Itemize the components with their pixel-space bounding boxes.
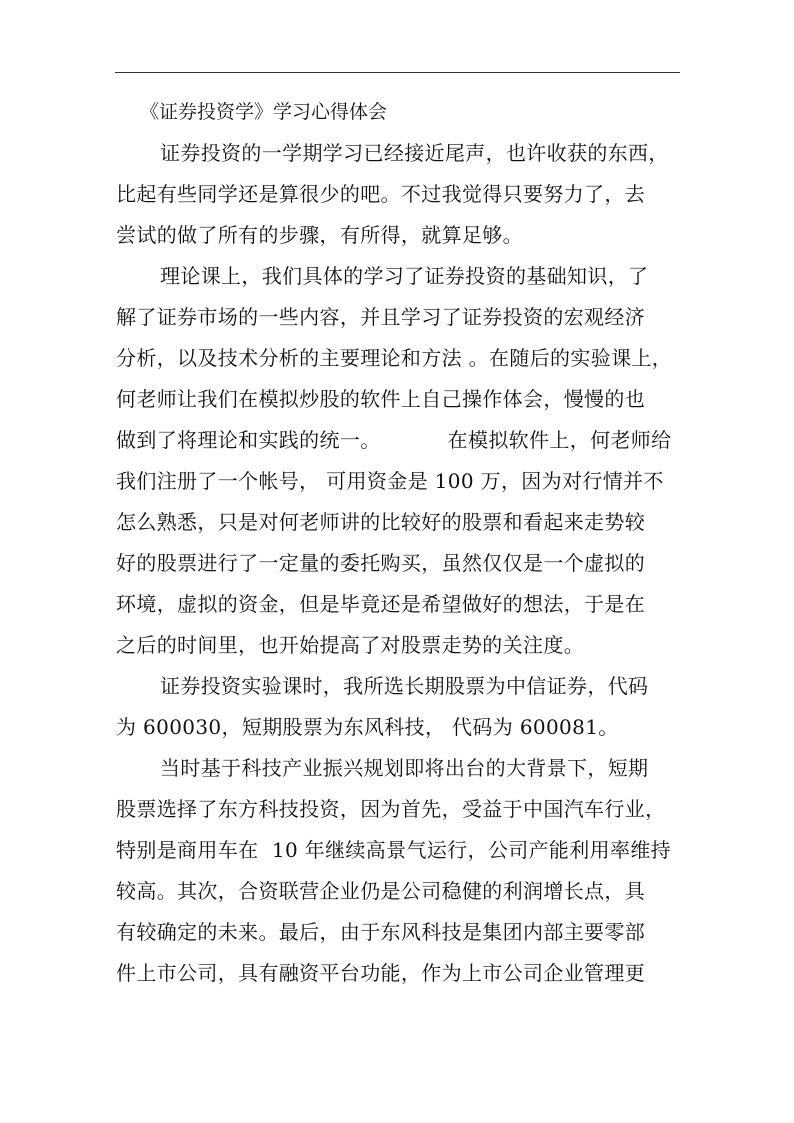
text-line: 有较确定的未来。最后，由于东风科技是集团内部主要零部: [116, 920, 646, 944]
text-line: 尝试的做了所有的步骤，有所得，就算足够。: [116, 223, 523, 247]
text-line: 分析，以及技术分析的主要理论和方法 。在随后的实验课上，: [116, 346, 673, 370]
text-line: 环境，虚拟的资金，但是毕竟还是希望做好的想法，于是在: [116, 592, 646, 616]
text-line: 何老师让我们在模拟炒股的软件上自己操作体会，慢慢的也: [116, 387, 646, 411]
text-line: 较高。其次，合资联营企业仍是公司稳健的利润增长点，具: [116, 879, 646, 903]
document-title: 《证券投资学》学习心得体会: [140, 101, 388, 123]
text-line: 证券投资实验课时，我所选长期股票为中信证券，代码: [160, 674, 649, 698]
text-line: 我们注册了一个帐号， 可用资金是 100 万，因为对行情并不: [116, 469, 664, 493]
text-line: 特别是商用车在 10 年继续高景气运行，公司产能利用率维持: [116, 838, 672, 862]
text-line: 之后的时间里，也开始提高了对股票走势的关注度。: [116, 633, 585, 657]
text-line: 解了证券市场的一些内容，并且学习了证券投资的宏观经济: [116, 305, 646, 329]
text-line: 股票选择了东方科技投资，因为首先，受益于中国汽车行业，: [116, 797, 666, 821]
text-line: 为 600030，短期股票为东风科技， 代码为 600081。: [116, 715, 619, 739]
header-rule: [115, 72, 680, 73]
text-line: 怎么熟悉，只是对何老师讲的比较好的股票和看起来走势较: [116, 510, 646, 534]
text-line: 件上市公司，具有融资平台功能，作为上市公司企业管理更: [116, 961, 646, 985]
text-line: 做到了将理论和实践的统一。 在模拟软件上，何老师给: [116, 428, 672, 452]
text-line: 好的股票进行了一定量的委托购买，虽然仅仅是一个虚拟的: [116, 551, 646, 575]
text-line: 比起有些同学还是算很少的吧。不过我觉得只要努力了，去: [116, 182, 646, 206]
text-line: 当时基于科技产业振兴规划即将出台的大背景下，短期: [160, 756, 649, 780]
text-line: 理论课上，我们具体的学习了证券投资的基础知识，了: [160, 264, 649, 288]
text-line: 证券投资的一学期学习已经接近尾声，也许收获的东西，: [160, 141, 669, 165]
